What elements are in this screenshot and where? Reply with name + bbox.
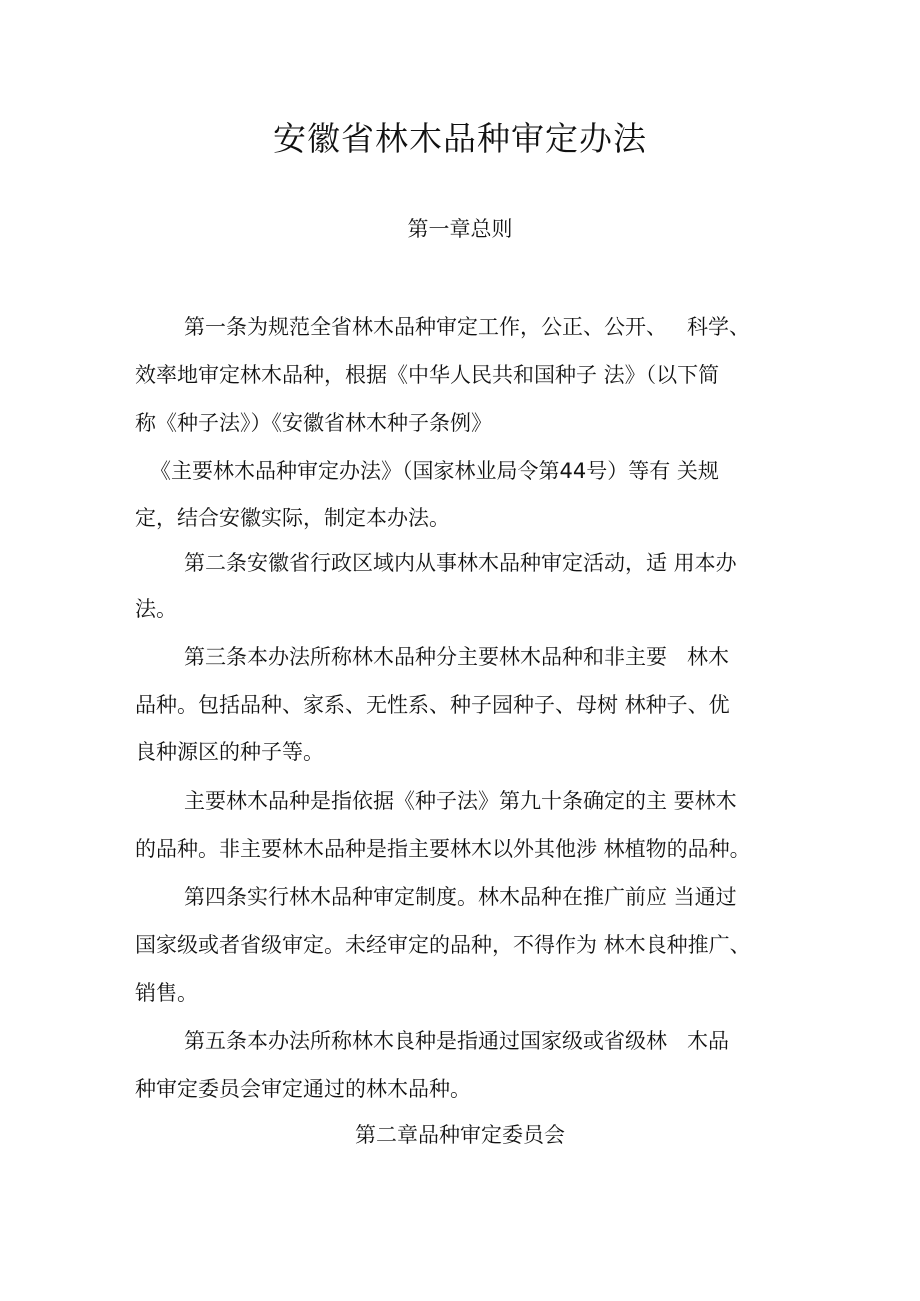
- article-1-line-3: 称《种子法》）《安徽省林木种子条例》: [135, 411, 492, 435]
- article-2-line-2: 法。: [135, 597, 177, 621]
- chapter-heading-2: 第二章品种审定委员会: [355, 1123, 565, 1147]
- article-3-line-3: 良种源区的种子等。: [135, 740, 324, 764]
- chapter-heading-1: 第一章总则: [407, 217, 513, 241]
- paragraph-main-species-line-2: 的品种。非主要林木品种是指主要林木以外其他涉 林植物的品种。: [135, 837, 751, 861]
- article-1-line-4: 《主要林木品种审定办法》（国家林业局令第44号）等有 关规: [150, 459, 719, 483]
- article-5-line-2: 种审定委员会审定通过的林木品种。: [135, 1077, 471, 1101]
- article-1-line-1: 第一条为规范全省林木品种审定工作，公正、公开、 科学、: [184, 315, 751, 339]
- article-2-line-1: 第二条安徽省行政区域内从事林木品种审定活动，适 用本办: [184, 551, 737, 575]
- article-5-line-1: 第五条本办法所称林木良种是指通过国家级或省级林 木品: [184, 1029, 730, 1053]
- article-3-line-1: 第三条本办法所称林木品种分主要林木品种和非主要 林木: [184, 645, 730, 669]
- article-3-line-2: 品种。包括品种、家系、无性系、种子园种子、母树 林种子、优: [135, 693, 730, 717]
- document-title: 安徽省林木品种审定办法: [273, 119, 647, 158]
- article-4-line-1: 第四条实行林木品种审定制度。林木品种在推广前应 当通过: [184, 885, 737, 909]
- article-1-line-5: 定，结合安徽实际，制定本办法。: [135, 506, 450, 530]
- article-1-line-2: 效率地审定林木品种，根据《中华人民共和国种子 法》（以下简: [135, 363, 720, 387]
- paragraph-main-species-line-1: 主要林木品种是指依据《种子法》第九十条确定的主 要林木: [184, 789, 737, 813]
- article-4-line-2: 国家级或者省级审定。未经审定的品种，不得作为 林木良种推广、: [135, 933, 751, 957]
- article-4-line-3: 销售。: [135, 981, 198, 1005]
